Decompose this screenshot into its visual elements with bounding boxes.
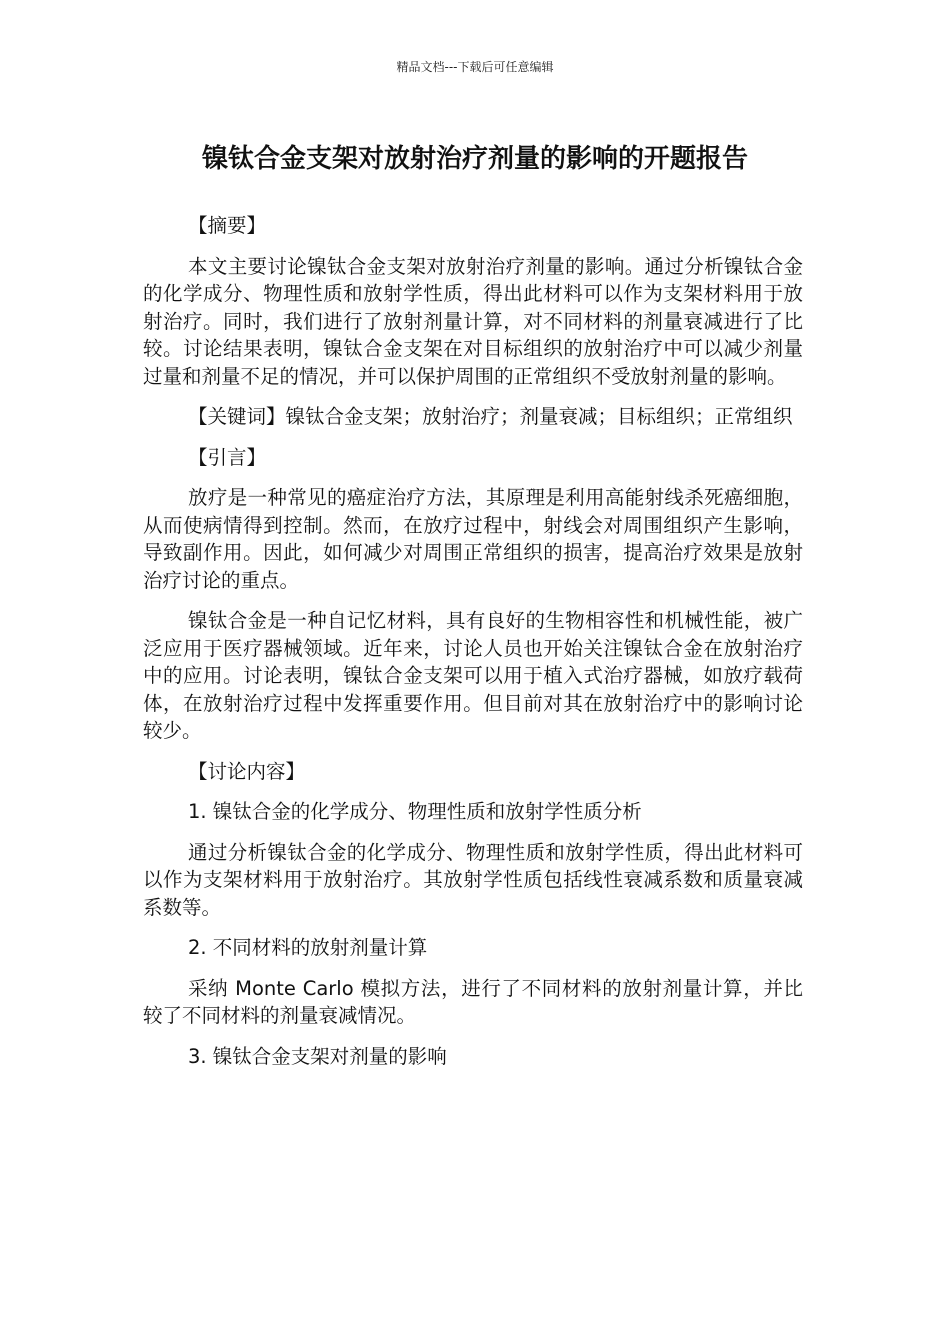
research-content-heading: 【讨论内容】 xyxy=(188,759,306,783)
keywords-paragraph: 【关键词】镍钛合金支架；放射治疗；剂量衰减；目标组织；正常组织 xyxy=(188,405,793,428)
item-2-title: 2. 不同材料的放射剂量计算 xyxy=(188,936,428,959)
introduction-paragraph-2: 镍钛合金是一种自记忆材料，具有良好的生物相容性和机械性能，被广泛应用于医疗器械领域。近年来，讨论人员也开始关注镍钛合金在放射治疗中的应用。讨论表明，镍钛合金支架可以用于植入式治疗器械，如放疗载荷体，在放射治疗过程中发挥重要作用。但目前对其在放射治疗中的影响讨论较少。 xyxy=(143,609,803,742)
item-2-paragraph: 采纳 Monte Carlo 模拟方法，进行了不同材料的放射剂量计算，并比较了不同材料的剂量衰减情况。 xyxy=(143,976,803,1027)
abstract-paragraph: 本文主要讨论镍钛合金支架对放射治疗剂量的影响。通过分析镍钛合金的化学成分、物理性质和放射学性质，得出此材料可以作为支架材料用于放射治疗。同时，我们进行了放射剂量计算，对不同材料的剂量衰减进行了比较。讨论结果表明，镍钛合金支架在对目标组织的放射治疗中可以减少剂量过量和剂量不足的情况，并可以保护周围的正常组织不受放射剂量的影响。 xyxy=(143,254,803,388)
item-1-paragraph: 通过分析镍钛合金的化学成分、物理性质和放射学性质，得出此材料可以作为支架材料用于放射治疗。其放射学性质包括线性衰减系数和质量衰减系数等。 xyxy=(143,840,803,919)
introduction-paragraph-1: 放疗是一种常见的癌症治疗方法，其原理是利用高能射线杀死癌细胞，从而使病情得到控制。然而，在放疗过程中，射线会对周围组织产生影响，导致副作用。因此，如何减少对周围正常组织的损害，提高治疗效果是放射治疗讨论的重点。 xyxy=(143,486,803,592)
abstract-heading: 【摘要】 xyxy=(188,214,267,237)
item-3-title: 3. 镍钛合金支架对剂量的影响 xyxy=(188,1044,447,1068)
document-body xyxy=(143,212,803,1083)
document-title: 镍钛合金支架对放射治疗剂量的影响的开题报告 xyxy=(201,144,748,174)
introduction-heading: 【引言】 xyxy=(188,445,267,469)
item-1-title: 1. 镍钛合金的化学成分、物理性质和放射学性质分析 xyxy=(188,800,642,823)
page-header-note: 精品文档---下载后可任意编辑 xyxy=(396,60,554,74)
